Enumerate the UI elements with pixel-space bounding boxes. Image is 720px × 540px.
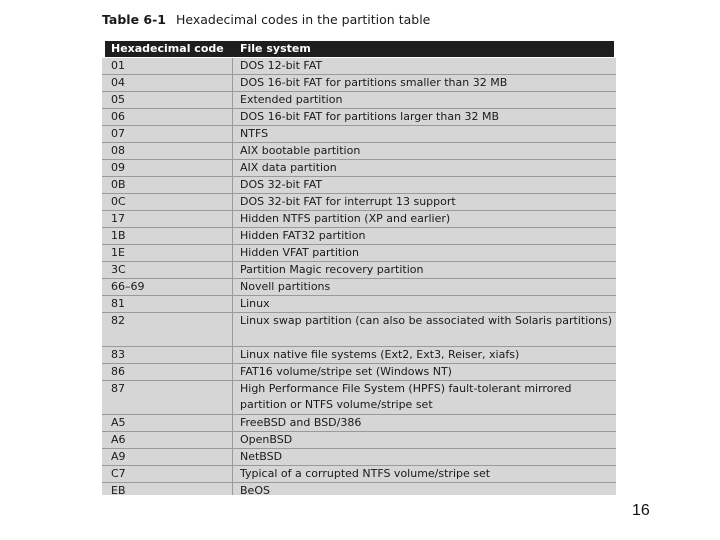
file-system-cell: Typical of a corrupted NTFS volume/stripe set: [240, 467, 491, 480]
code-cell: 01: [111, 59, 125, 72]
file-system-cell: NTFS: [240, 127, 269, 140]
partition-table-figure: [102, 11, 616, 495]
code-cell: 87: [111, 382, 125, 395]
file-system-cell: DOS 16-bit FAT for partitions larger than 32 MB: [240, 110, 500, 123]
table-row: [102, 449, 616, 466]
table-row: [102, 211, 616, 228]
code-cell: 86: [111, 365, 125, 378]
file-system-cell: Linux swap partition (can also be associated with Solaris partitions): [240, 314, 613, 327]
file-system-cell: OpenBSD: [240, 433, 293, 446]
file-system-cell: Partition Magic recovery partition: [240, 263, 424, 276]
code-cell: 83: [111, 348, 125, 361]
file-system-cell: Linux native file systems (Ext2, Ext3, Reiser, xiafs): [240, 348, 520, 361]
file-system-cell: Extended partition: [240, 93, 343, 106]
code-cell: 82: [111, 314, 125, 327]
table-row: [102, 75, 616, 92]
table-row: [102, 177, 616, 194]
table-row: [102, 432, 616, 449]
table-row: [102, 296, 616, 313]
column-header-file-system: File system: [240, 42, 311, 55]
table-row: [102, 58, 616, 75]
table-body: [102, 58, 616, 495]
table-row: [102, 194, 616, 211]
table-number: Table 6-1: [102, 12, 166, 27]
file-system-cell: AIX bootable partition: [240, 144, 361, 157]
code-cell: 05: [111, 93, 125, 106]
file-system-cell: Hidden VFAT partition: [240, 246, 359, 259]
file-system-cell: FAT16 volume/stripe set (Windows NT): [240, 365, 452, 378]
table-title: Hexadecimal codes in the partition table: [176, 12, 431, 27]
table-row: [102, 92, 616, 109]
file-system-cell: DOS 12-bit FAT: [240, 59, 323, 72]
table-row: [102, 483, 616, 495]
column-header-code: Hexadecimal code: [111, 42, 224, 55]
column-divider: [232, 58, 233, 495]
code-cell: A5: [111, 416, 126, 429]
table-row: [102, 143, 616, 160]
table-row: [102, 279, 616, 296]
table-row: [102, 313, 616, 347]
file-system-cell: High Performance File System (HPFS) fault-tolerant mirrored partition or NTFS volume/stripe set: [240, 382, 572, 411]
table-row: [102, 415, 616, 432]
file-system-cell: Novell partitions: [240, 280, 331, 293]
file-system-cell: DOS 32-bit FAT: [240, 178, 323, 191]
code-cell: C7: [111, 467, 126, 480]
page-number: 16: [632, 502, 650, 519]
code-cell: 1B: [111, 229, 126, 242]
table-row: [102, 245, 616, 262]
table-header: [102, 30, 616, 58]
code-cell: 0C: [111, 195, 126, 208]
table-row: [102, 126, 616, 143]
file-system-cell: Hidden NTFS partition (XP and earlier): [240, 212, 451, 225]
code-cell: 81: [111, 297, 125, 310]
file-system-cell: AIX data partition: [240, 161, 337, 174]
file-system-cell: NetBSD: [240, 450, 283, 463]
code-cell: 07: [111, 127, 125, 140]
table-row: [102, 109, 616, 126]
table-row: [102, 228, 616, 245]
file-system-cell: Hidden FAT32 partition: [240, 229, 366, 242]
table-row: [102, 364, 616, 381]
table-caption: [102, 11, 616, 30]
table-row: [102, 160, 616, 177]
code-cell: 04: [111, 76, 125, 89]
file-system-cell: BeOS: [240, 484, 270, 495]
table-row: [102, 466, 616, 483]
table-header-bar: [105, 41, 614, 57]
code-cell: 1E: [111, 246, 125, 259]
code-cell: EB: [111, 484, 126, 495]
code-cell: 66–69: [111, 280, 145, 293]
code-cell: 17: [111, 212, 125, 225]
table-row: [102, 347, 616, 364]
file-system-cell: Linux: [240, 297, 270, 310]
code-cell: A9: [111, 450, 126, 463]
table-row: [102, 381, 616, 415]
file-system-cell: FreeBSD and BSD/386: [240, 416, 362, 429]
code-cell: A6: [111, 433, 126, 446]
file-system-cell: DOS 32-bit FAT for interrupt 13 support: [240, 195, 456, 208]
code-cell: 09: [111, 161, 125, 174]
code-cell: 06: [111, 110, 125, 123]
file-system-cell: DOS 16-bit FAT for partitions smaller than 32 MB: [240, 76, 508, 89]
table-row: [102, 262, 616, 279]
code-cell: 3C: [111, 263, 126, 276]
code-cell: 0B: [111, 178, 126, 191]
code-cell: 08: [111, 144, 125, 157]
